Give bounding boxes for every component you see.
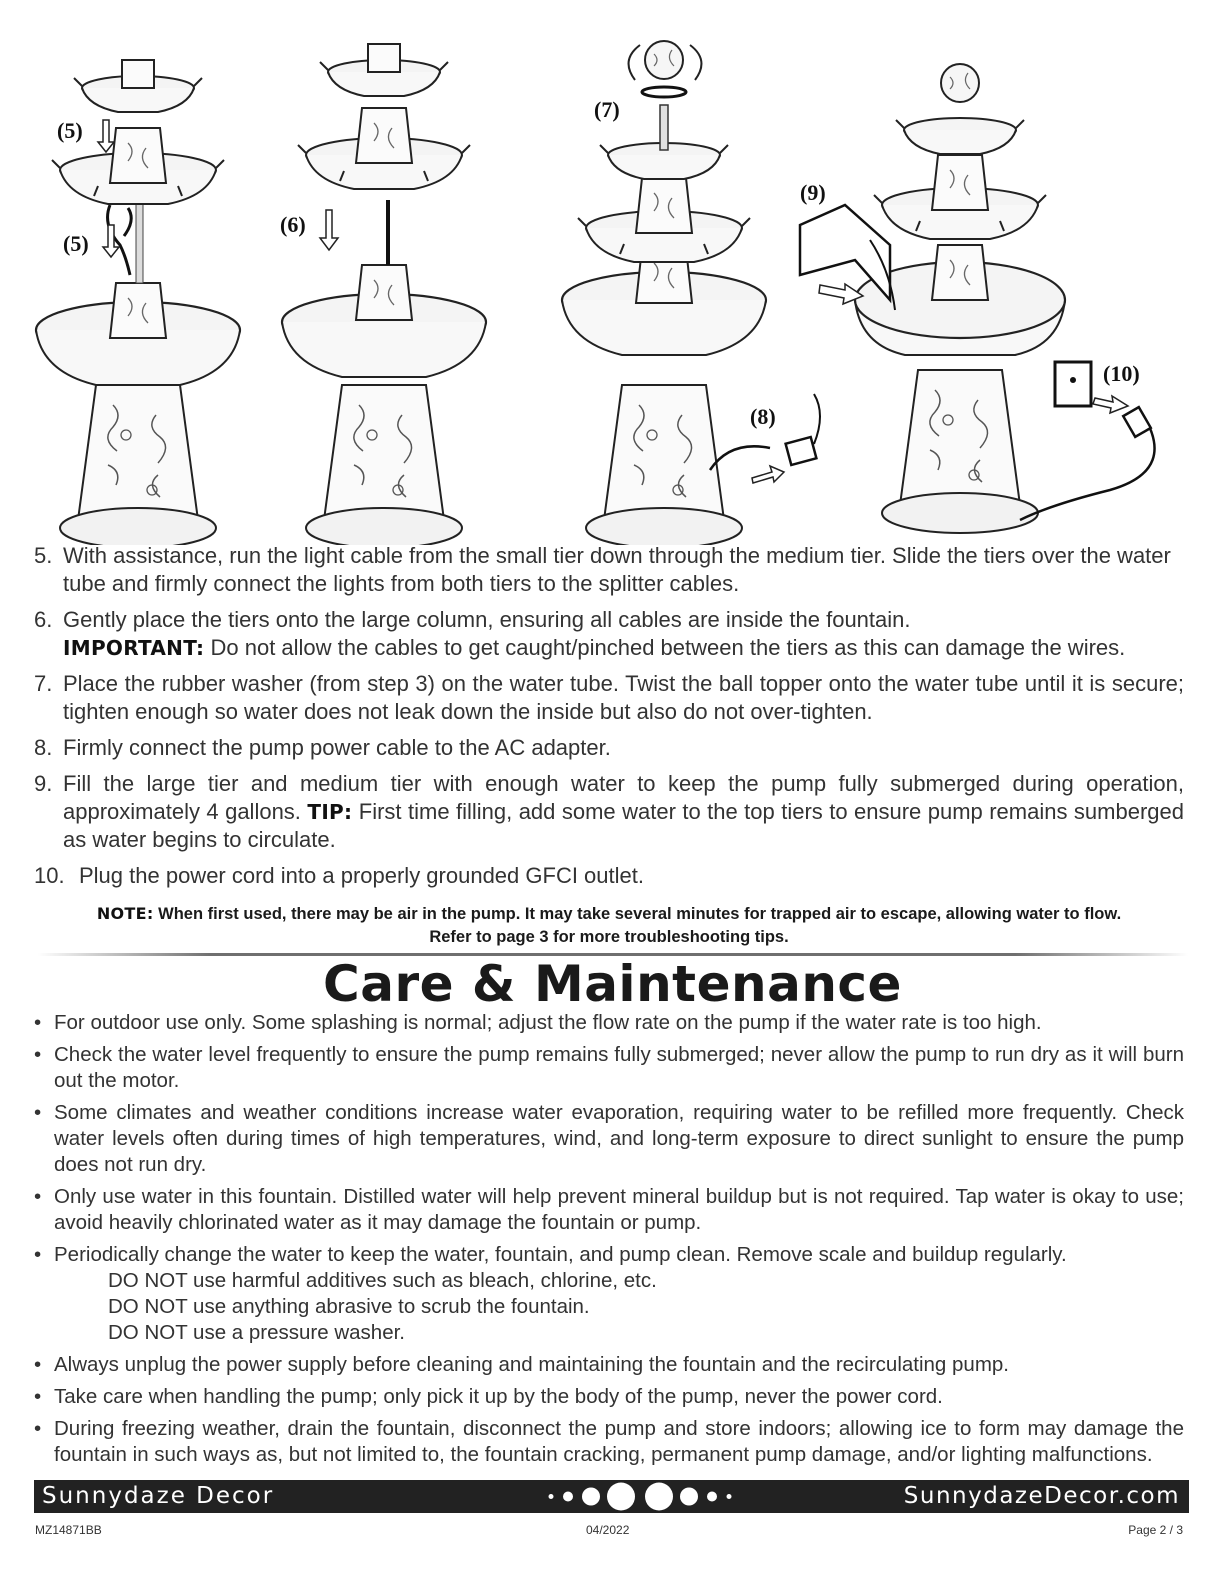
- bullet: •: [34, 1417, 42, 1440]
- website-url: SunnydazeDecor.com: [903, 1483, 1180, 1509]
- assembly-steps: [34, 542, 1184, 898]
- step-text: With assistance, run the light cable from the small tier down through the medium tier. Slide the tiers over the water tube and firmly connect the lights from both tiers to the splitter cables.: [63, 543, 1171, 596]
- bullet: •: [34, 1185, 42, 1208]
- care-text: Take care when handling the pump; only pick it up by the body of the pump, never the power cord.: [54, 1385, 943, 1408]
- step-number: 8.: [34, 735, 53, 760]
- footer-bar: [34, 1480, 1189, 1513]
- figure-step-9-10: [800, 64, 1155, 533]
- note-line-1: When first used, there may be air in the pump. It may take several minutes for trapped air to escape, allowing water to flow.: [158, 905, 1122, 923]
- step-8: [34, 734, 1184, 762]
- care-text: Some climates and weather conditions increase water evaporation, requiring water to be refilled more frequently. Check water levels often during times of high temperatures, wind, and long-term exposure to direct sunlight to ensure the pump does not run dry.: [54, 1101, 1184, 1176]
- important-text: Do not allow the cables to get caught/pinched between the tiers as this can damage the wires.: [210, 635, 1126, 660]
- assembly-illustration: [0, 0, 1225, 545]
- bullet: •: [34, 1353, 42, 1376]
- step-number: 6.: [34, 607, 53, 632]
- note-label: NOTE:: [96, 904, 154, 923]
- care-sub-item: DO NOT use anything abrasive to scrub the fountain.: [108, 1295, 590, 1318]
- step-text: Place the rubber washer (from step 3) on the water tube. Twist the ball topper onto the water tube until it is secure; tighten enough so water does not leak down the inside but also do not over-tighten.: [63, 671, 1184, 724]
- care-text: Only use water in this fountain. Distilled water will help prevent mineral buildup but is not required. Tap water is okay to use; avoid heavily chlorinated water as it may damage the fountain or pump.: [54, 1185, 1184, 1234]
- model-number: MZ14871BB: [35, 1523, 102, 1537]
- callout-6: (6): [280, 212, 306, 237]
- care-item: [34, 1416, 1184, 1468]
- bullet: •: [34, 1011, 42, 1034]
- bullet: •: [34, 1385, 42, 1408]
- important-label: IMPORTANT:: [63, 636, 205, 660]
- bullet: •: [34, 1043, 42, 1066]
- step-number: 10.: [34, 863, 65, 888]
- care-sub-item: DO NOT use a pressure washer.: [108, 1321, 405, 1344]
- care-item: [34, 1010, 1184, 1036]
- care-item: [34, 1184, 1184, 1236]
- figure-step-6: [282, 44, 486, 545]
- step-text: Fill the large tier and medium tier with enough water to keep the pump fully submerged during operation, approximately 4 gallons.: [63, 771, 1184, 824]
- step-number: 5.: [34, 543, 53, 568]
- callout-7: (7): [594, 97, 620, 122]
- decorative-dots: [541, 1480, 741, 1513]
- step-10: [34, 862, 1184, 890]
- callout-9: (9): [800, 180, 826, 205]
- brand-name: Sunnydaze Decor: [42, 1483, 275, 1509]
- care-list: [34, 1010, 1184, 1474]
- step-9: [34, 770, 1184, 854]
- care-text: Periodically change the water to keep the water, fountain, and pump clean. Remove scale and buildup regularly.: [54, 1243, 1067, 1266]
- step-6: [34, 606, 1184, 662]
- tip-text: First time filling, add some water to the top tiers to ensure pump remains sumberged as water begins to circulate.: [63, 799, 1184, 852]
- care-text: For outdoor use only. Some splashing is normal; adjust the flow rate on the pump if the water rate is too high.: [54, 1011, 1042, 1034]
- step-text: Plug the power cord into a properly grounded GFCI outlet.: [79, 863, 644, 888]
- note-block: [34, 902, 1184, 949]
- step-text: Gently place the tiers onto the large column, ensuring all cables are inside the fountain.: [63, 607, 911, 632]
- step-text: Firmly connect the pump power cable to the AC adapter.: [63, 735, 611, 760]
- care-item: [34, 1100, 1184, 1178]
- callout-10: (10): [1103, 361, 1140, 386]
- page-number: Page 2 / 3: [1128, 1523, 1183, 1537]
- revision-date: 04/2022: [586, 1523, 630, 1537]
- callout-5-lower: (5): [63, 231, 89, 256]
- care-text: During freezing weather, drain the fountain, disconnect the pump and store indoors; allowing ice to form may damage the fountain in such ways as, but not limited to, the fountain cracking, permanent pump damage, and/or lighting malfunctions.: [54, 1417, 1184, 1466]
- care-maintenance-heading: Care & Maintenance: [323, 955, 902, 1013]
- bullet: •: [34, 1243, 42, 1266]
- step-number: 9.: [34, 771, 53, 796]
- care-item: [34, 1384, 1184, 1410]
- step-5: [34, 542, 1184, 598]
- step-7: [34, 670, 1184, 726]
- bullet: •: [34, 1101, 42, 1124]
- care-item: [34, 1242, 1184, 1346]
- care-item: [34, 1042, 1184, 1094]
- care-item: [34, 1352, 1184, 1378]
- care-sub-item: DO NOT use harmful additives such as bleach, chlorine, etc.: [108, 1269, 657, 1292]
- callout-8: (8): [750, 404, 776, 429]
- step-number: 7.: [34, 671, 53, 696]
- note-line-2: Refer to page 3 for more troubleshooting tips.: [429, 928, 789, 946]
- tip-label: TIP:: [307, 800, 353, 824]
- care-text: Always unplug the power supply before cleaning and maintaining the fountain and the recirculating pump.: [54, 1353, 1010, 1376]
- callout-5-upper: (5): [57, 118, 83, 143]
- care-text: Check the water level frequently to ensure the pump remains fully submerged; never allow the pump to run dry as it will burn out the motor.: [54, 1043, 1184, 1092]
